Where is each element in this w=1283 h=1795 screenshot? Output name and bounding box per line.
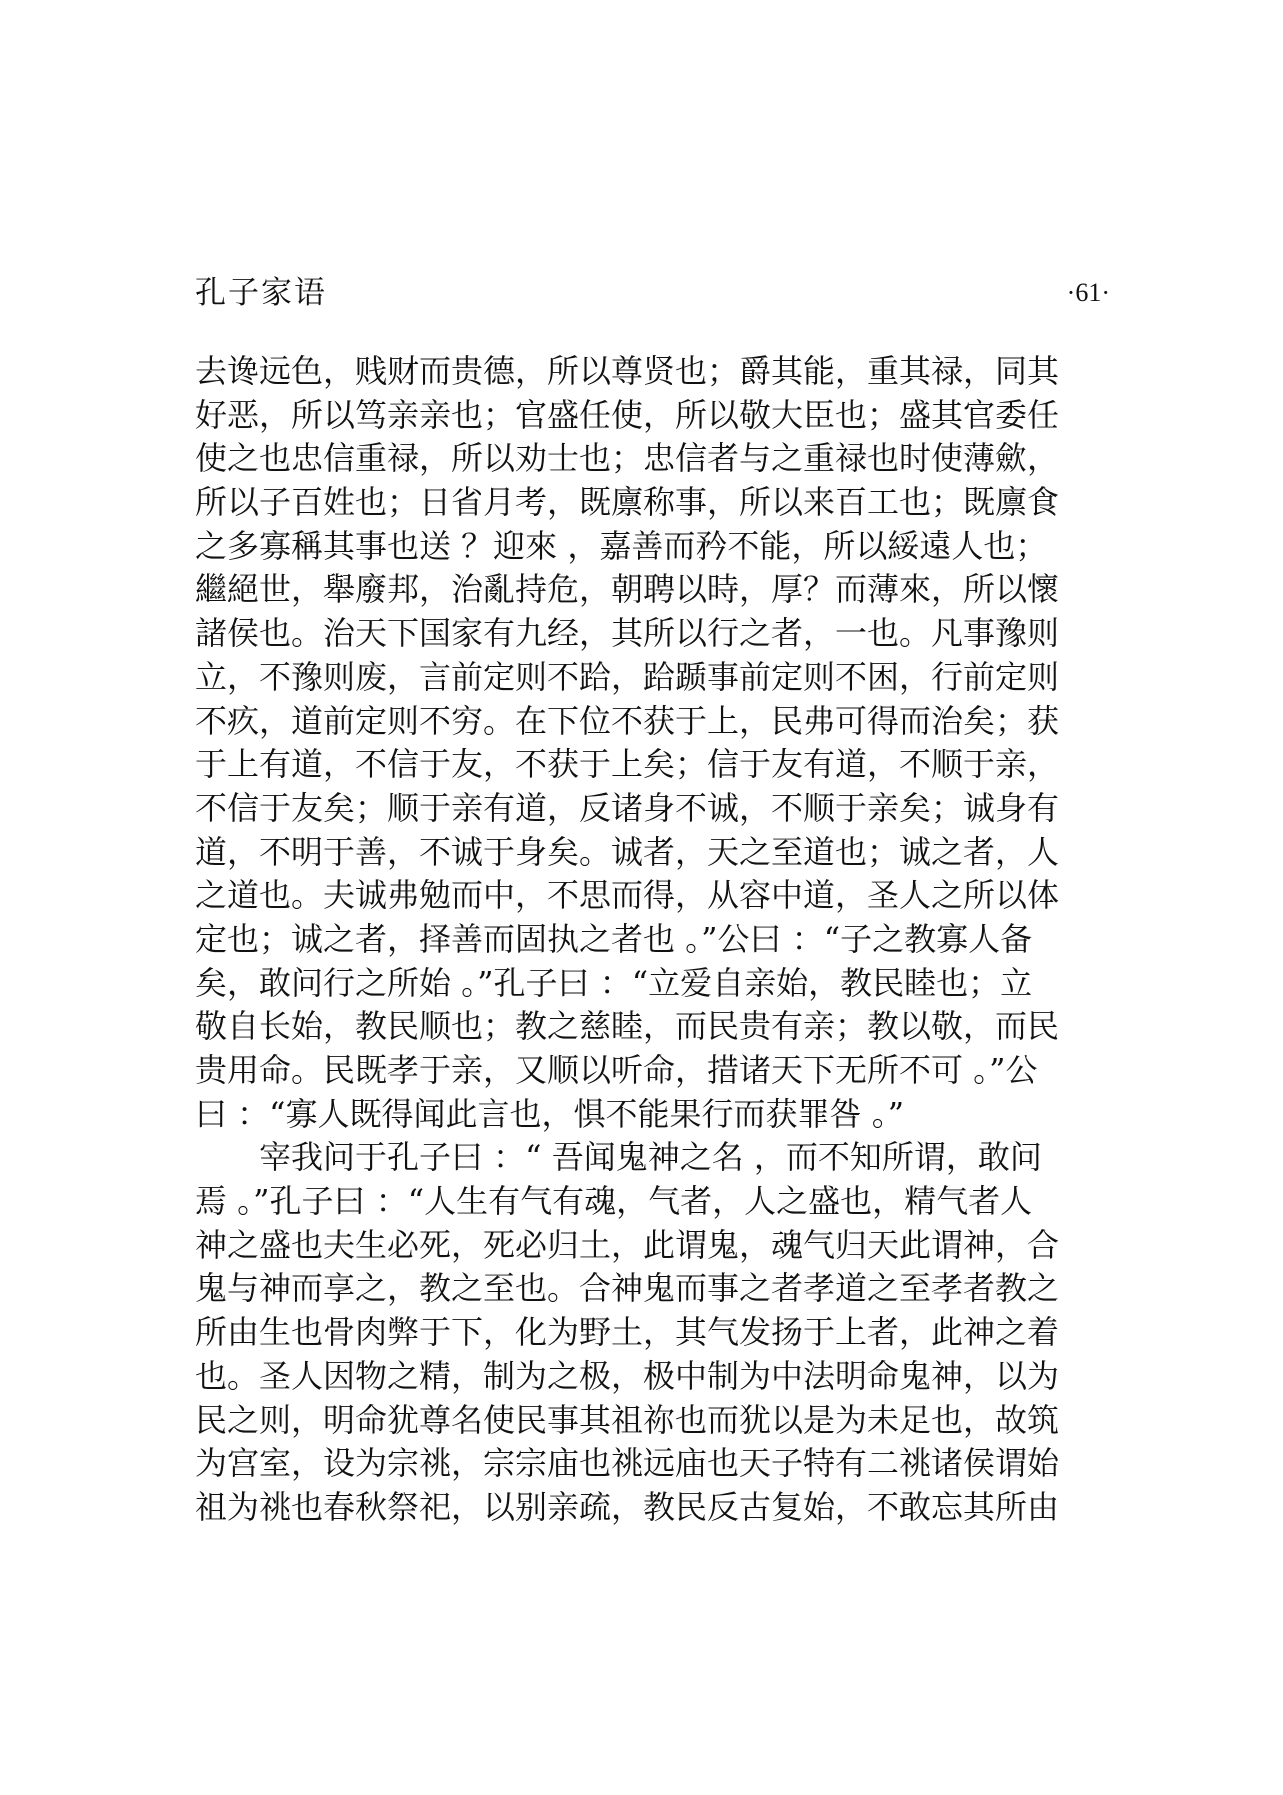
text-line: 于上有道，不信于友，不获于上矣；信于友有道，不顺于亲，	[195, 745, 1060, 784]
text-line: 之多寡稱其事也送 ？迎來 ，嘉善而矜不能，所以綏遠人也；	[195, 526, 1048, 565]
text-line: 鬼与神而享之，教之至也。合神鬼而事之者孝道之至孝者教之	[195, 1269, 1060, 1308]
text-line: 諸侯也。治天下国家有九经，其所以行之者，一也。凡事豫则	[195, 614, 1060, 653]
text-line: 立，不豫则废，言前定则不跲，跲踬事前定则不困，行前定则	[195, 657, 1060, 696]
text-line: 贵用命。民既孝于亲，又顺以听命，措诸天下无所不可 。”公	[195, 1051, 1038, 1089]
book-title: 孔子家语	[195, 275, 327, 311]
text-line: 民之则，明命犹尊名使民事其祖祢也而犹以是为未足也，故筑	[195, 1400, 1060, 1439]
text-line: 好恶，所以笃亲亲也；官盛任使，所以敬大臣也；盛其官委任	[195, 395, 1060, 434]
text-line: 所由生也骨肉弊于下，化为野土，其气发扬于上者，此神之着	[195, 1313, 1060, 1352]
text-line: 定也；诚之者，择善而固执之者也 。”公曰 ：“子之教寡人备	[195, 919, 1033, 958]
running-header	[195, 268, 1110, 318]
text-line: 繼絕世，舉廢邦，治亂持危，朝聘以時，厚？而薄來，所以懷	[195, 570, 1060, 609]
text-line: 所以子百姓也；日省月考，既廪称事，所以来百工也；既廪食	[195, 483, 1060, 522]
text-line: 也。圣人因物之精，制为之极，极中制为中法明命鬼神，以为	[195, 1356, 1060, 1395]
text-line: 不疚，道前定则不穷。在下位不获于上，民弗可得而治矣；获	[195, 701, 1060, 740]
page-number: ·61·	[1066, 278, 1110, 307]
text-line: 去谗远色，贱财而贵德，所以尊贤也；爵其能，重其禄，同其	[195, 352, 1060, 390]
text-line: 神之盛也夫生必死，死必归土，此谓鬼，魂气归天此谓神，合	[195, 1225, 1060, 1264]
text-line: 矣，敢问行之所始 。”孔子曰 ：“立爱自亲始，教民睦也；立	[195, 963, 1033, 1002]
text-line: 焉 。”孔子曰 ：“人生有气有魂，气者，人之盛也，精气者人	[195, 1182, 1033, 1221]
text-line: 道，不明于善，不诚于身矣。诚者，天之至道也；诚之者，人	[195, 832, 1060, 871]
text-line: 为宫室，设为宗祧，宗宗庙也祧远庙也天子特有二祧诸侯谓始	[195, 1444, 1060, 1483]
text-line: 敬自长始，教民顺也；教之慈睦，而民贵有亲；教以敬，而民	[195, 1007, 1060, 1046]
paragraph-start-line: 宰我问于孔子曰 ：“ 吾闻鬼神之名 ，而不知所谓，敢问	[259, 1138, 1042, 1177]
text-line: 祖为祧也春秋祭祀，以别亲疏，教民反古复始，不敢忘其所由	[195, 1487, 1060, 1526]
text-line: 之道也。夫诚弗勉而中，不思而得，从容中道，圣人之所以体	[195, 876, 1060, 915]
body-text	[195, 350, 1095, 1530]
text-line: 不信于友矣；顺于亲有道，反诸身不诚，不顺于亲矣；诚身有	[195, 788, 1060, 827]
text-line: 曰 ：“寡人既得闻此言也，惧不能果行而获罪咎 。”	[195, 1094, 905, 1133]
text-line: 使之也忠信重禄，所以劝士也；忠信者与之重禄也时使薄歛，	[195, 439, 1060, 478]
